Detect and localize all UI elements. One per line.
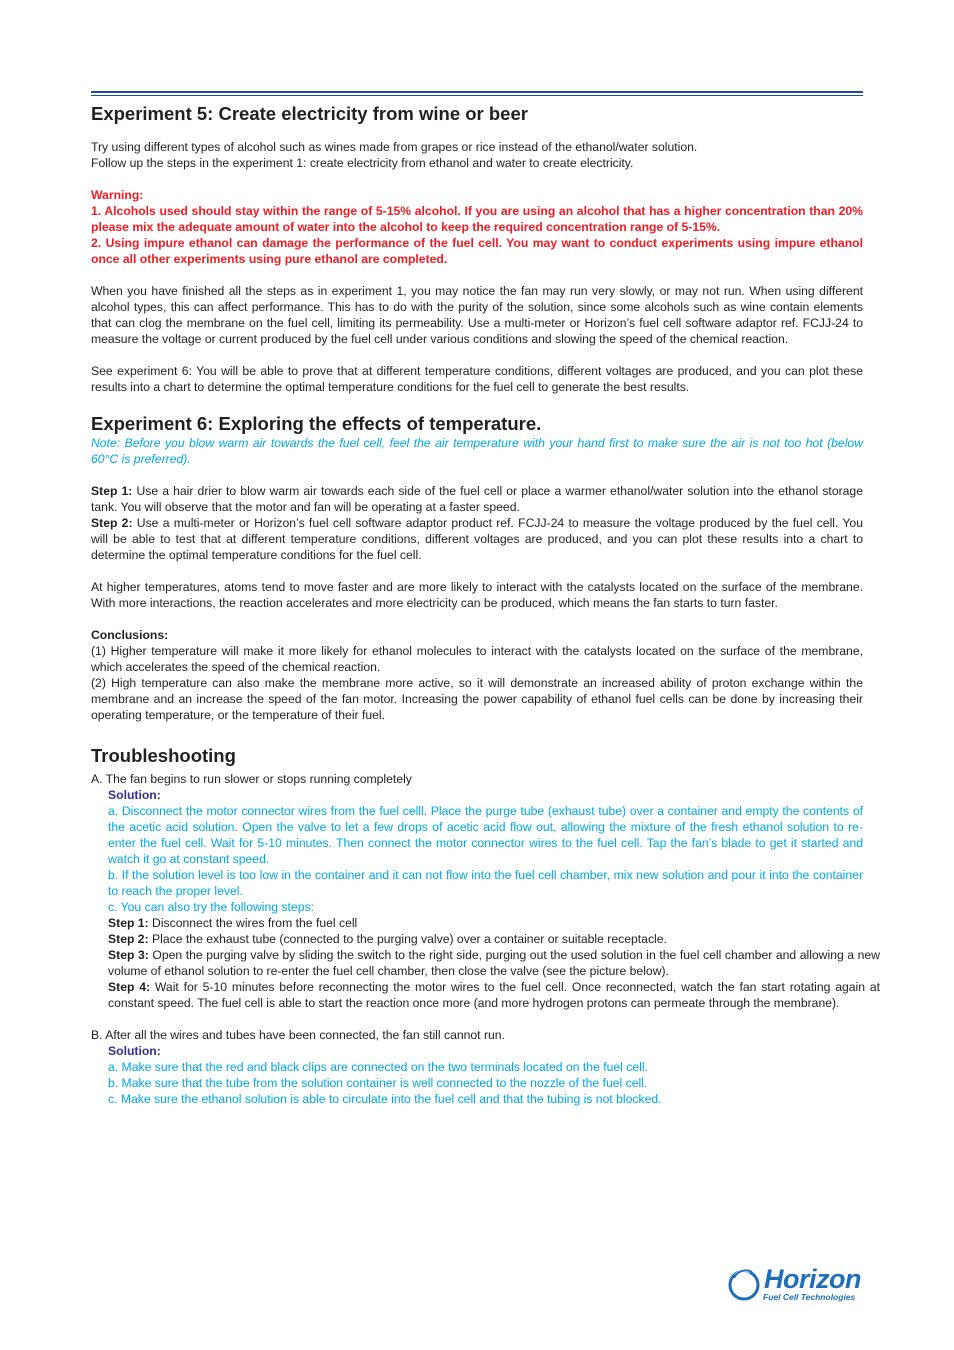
trouble-a-solution-c: c. You can also try the following steps: (108, 900, 314, 914)
step-label: Step 1: (108, 916, 149, 930)
warning-label: Warning: (91, 188, 144, 202)
exp5-paragraph-1: When you have finished all the steps as in experiment 1, you may notice the fan may run very slowly, or may not run. When using different alcohol types, this can affect performance. This has to do with the purity of the solution, since some alcohols such as wine contain elements that can clog the membrane on the fuel cell, limiting its permeability. Use a multi-meter or Horizon’s fuel cell software adaptor ref. FCJJ-24 to measure the voltage or current produced by the fuel cell under various conditions and slowing the speed of the chemical reaction. (91, 284, 863, 346)
trouble-a-solution-a: a. Disconnect the motor connector wires from the fuel celll. Place the purge tube (exhaust tube) over a container and empty the contents of the acetic acid solution. Open the valve to let a few drops of acetic acid flow out, allowing the mixture of the fresh ethanol solution to re-enter the fuel cell. Wait for 5-10 minutes. Then connect the motor connector wires to the fuel cell. Tap the fan’s blade to get it started and watch it go at constant speed. (108, 804, 863, 866)
horizon-logo (726, 1264, 868, 1306)
exp6-step-2 (91, 515, 863, 563)
warning-item-2: 2. Using impure ethanol can damage the performance of the fuel cell. You may want to conduct experiments using impure ethanol once all other experiments using pure ethanol are completed. (91, 236, 863, 266)
horizon-ring-logo-icon (726, 1266, 762, 1302)
top-rule (91, 91, 863, 93)
troubleshooting-title: Troubleshooting (91, 745, 236, 766)
solution-label: Solution: (108, 788, 161, 802)
trouble-step-1 (108, 915, 880, 931)
step-label: Step 1: (91, 484, 133, 498)
step-text: Wait for 5-10 minutes before reconnecting the motor wires to the fuel cell. Once reconnected, watch the fan start rotating again at constant speed. The fuel cell is able to start the reaction once more (and more hydrogen protons can permeate through the membrane). (108, 980, 880, 1010)
step-label: Step 2: (108, 932, 149, 946)
trouble-b-solution-c: c. Make sure the ethanol solution is able to circulate into the fuel cell and that the tubing is not blocked. (108, 1092, 662, 1106)
trouble-step-3 (108, 947, 880, 979)
step-text: Use a hair drier to blow warm air towards each side of the fuel cell or place a warmer ethanol/water solution into the ethanol storage tank. You will observe that the motor and fan will be operating at a faster speed. (91, 484, 863, 514)
step-text: Place the exhaust tube (connected to the purging valve) over a container or suitable receptacle. (148, 932, 667, 946)
exp5-intro-1: Try using different types of alcohol such as wines made from grapes or rice instead of the ethanol/water solution. (91, 140, 698, 154)
warning-item-1: 1. Alcohols used should stay within the range of 5-15% alcohol. If you are using an alcohol that has a higher concentration than 20% please mix the adequate amount of water into the alcohol to keep the required concentration range of 5-15%. (91, 204, 863, 234)
logo-tagline: Fuel Cell Technologies (763, 1292, 856, 1302)
step-text: Disconnect the wires from the fuel cell (148, 916, 358, 930)
logo-name: Horizon (764, 1264, 861, 1294)
exp6-paragraph: At higher temperatures, atoms tend to move faster and are more likely to interact with the catalysts located on the surface of the membrane. With more interactions, the reaction accelerates and more electricity can be produced, which means the fan starts to turn faster. (91, 580, 863, 610)
conclusion-1: (1) Higher temperature will make it more likely for ethanol molecules to interact with the catalysts located on the surface of the membrane, which accelerates the speed of the chemical reaction. (91, 644, 863, 674)
experiment6-title: Experiment 6: Exploring the effects of temperature. (91, 413, 542, 434)
exp5-intro-2: Follow up the steps in the experiment 1: create electricity from ethanol and water to create electricity. (91, 156, 634, 170)
trouble-step-2 (108, 931, 880, 947)
experiment5-title: Experiment 5: Create electricity from wine or beer (91, 103, 528, 124)
trouble-b-title: B. After all the wires and tubes have been connected, the fan still cannot run. (91, 1028, 505, 1042)
trouble-b-solution-a: a. Make sure that the red and black clips are connected on the two terminals located on the fuel cell. (108, 1060, 648, 1074)
step-label: Step 3: (108, 948, 149, 962)
step-text: Use a multi-meter or Horizon’s fuel cell software adaptor product ref. FCJJ-24 to measure the voltage produced by the fuel cell. You will be able to test that at different temperature conditions, different voltages are produced, and you can plot these results into a chart to determine the optimal temperature conditions for the fuel cell. (91, 516, 863, 562)
exp6-note: Note: Before you blow warm air towards the fuel cell, feel the air temperature with your hand first to make sure the air is not too hot (below 60°C is preferred). (91, 436, 863, 466)
step-label: Step 2: (91, 516, 133, 530)
exp5-paragraph-2: See experiment 6: You will be able to prove that at different temperature conditions, different voltages are produced, and you can plot these results into a chart to determine the optimal temperature conditions for the fuel cell to generate the best results. (91, 364, 863, 394)
solution-label: Solution: (108, 1044, 161, 1058)
exp6-step-1 (91, 483, 863, 515)
trouble-a-title: A. The fan begins to run slower or stops running completely (91, 772, 412, 786)
trouble-step-4 (108, 979, 880, 1011)
step-label: Step 4: (108, 980, 151, 994)
trouble-b-solution-b: b. Make sure that the tube from the solution container is well connected to the nozzle of the fuel cell. (108, 1076, 648, 1090)
trouble-a-solution-b: b. If the solution level is too low in the container and it can not flow into the fuel cell chamber, mix new solution and pour it into the container to reach the proper level. (108, 868, 863, 898)
step-text: Open the purging valve by sliding the switch to the right side, purging out the used solution in the fuel cell chamber and allowing a new volume of ethanol solution to re-enter the fuel cell chamber, then close the valve (see the picture below). (108, 948, 880, 978)
conclusions-label: Conclusions: (91, 628, 169, 642)
page-content (91, 91, 880, 1107)
conclusion-2: (2) High temperature can also make the membrane more active, so it will demonstrate an increased ability of proton exchange within the membrane and an increase the speed of the fan motor. Increasing the power capability of ethanol fuel cells can be done by increasing their operating temperature, or the temperature of their fuel. (91, 676, 863, 722)
